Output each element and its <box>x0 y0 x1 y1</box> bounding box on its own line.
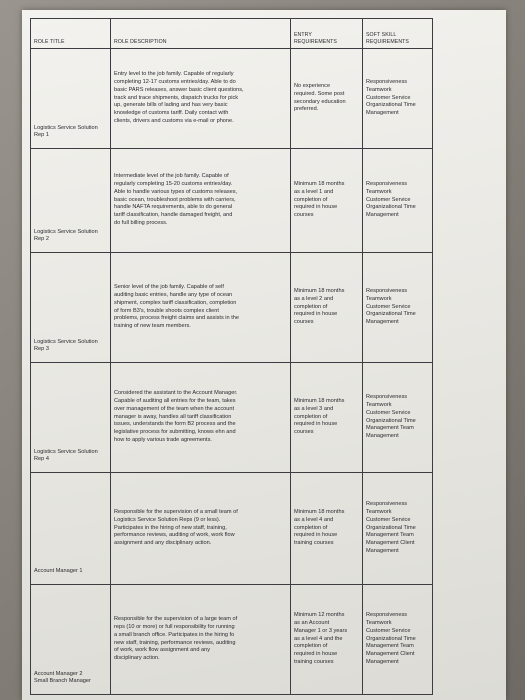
entry-requirements-line: as a level 3 and <box>294 405 334 412</box>
role-description-line: auditing basic entries, handle any type of ocean <box>114 292 233 299</box>
entry-requirements-line: Minimum 18 months <box>294 288 345 295</box>
soft-skills-line: Customer Service <box>366 196 411 203</box>
soft-skills-line: Management <box>366 319 399 326</box>
entry-requirements-line: completion of <box>294 303 328 310</box>
role-title-line: Small Branch Manager <box>34 678 91 685</box>
role-description-line: clients, drivers and customs via e-mail or phone. <box>114 117 234 124</box>
role-description-line: Capable of auditing all entries for the team, takes <box>114 398 236 405</box>
role-description-line: Intermediate level of the job family. Capable of <box>114 173 229 180</box>
header-soft-skill-line: SOFT SKILL <box>366 31 397 38</box>
role-description-line: basic ocean, troubleshoot problems with carriers, <box>114 196 236 203</box>
role-description-line: of work, work flow assignment and any <box>114 647 211 654</box>
entry-requirements-line: completion of <box>294 196 328 203</box>
role-description-cell <box>111 585 291 695</box>
soft-skills-line: Responsiveness <box>366 501 408 508</box>
entry-requirements-line: Minimum 18 months <box>294 509 345 516</box>
role-description-line: Responsible for the supervision of a large team of <box>114 616 238 623</box>
role-title-line: Rep 4 <box>34 456 49 463</box>
soft-skills-line: Responsiveness <box>366 612 408 619</box>
role-title-line: Rep 1 <box>34 132 49 139</box>
entry-requirements-line: as a level 1 and <box>294 188 334 195</box>
soft-skills-line: Responsiveness <box>366 288 408 295</box>
role-description-line: basic PARS releases, answer basic client questions, <box>114 86 244 93</box>
role-title-line: Account Manager 2 <box>34 670 83 677</box>
role-description-line: performance reviews, auditing of work, work flow <box>114 532 235 539</box>
soft-skills-line: Responsiveness <box>366 181 408 188</box>
entry-requirements-line: as a level 4 and <box>294 516 334 523</box>
role-description-line: Participates in the hiring of new staff, training, <box>114 524 227 531</box>
role-description-cell <box>111 253 291 363</box>
role-title-line: Logistics Service Solution <box>34 228 98 235</box>
role-description-cell <box>111 363 291 473</box>
soft-skills-line: Management Team <box>366 425 414 432</box>
entry-requirements-line: Minimum 12 months <box>294 612 345 619</box>
soft-skills-cell <box>363 49 433 149</box>
entry-requirements-line: required in house <box>294 651 338 658</box>
entry-requirements-line: as a level 4 and the <box>294 635 343 642</box>
entry-requirements-cell <box>291 473 363 585</box>
role-description-line: knowledge of customs tariff. Daily contact with <box>114 110 229 117</box>
entry-requirements-line: required. Some post <box>294 90 345 97</box>
role-description-line: legislative process for submitting, knows ehn and <box>114 429 236 436</box>
role-description-line: assignment and any disciplinary action. <box>114 540 212 547</box>
soft-skills-line: Management Client <box>366 540 415 547</box>
role-description-cell <box>111 49 291 149</box>
role-description-cell <box>111 149 291 253</box>
role-description-line: manager is away, handles all tariff classification <box>114 413 232 420</box>
soft-skills-line: Teamwork <box>366 620 392 627</box>
role-description-line: Able to handle various types of customs releases, <box>114 188 238 195</box>
role-description-line: shipment, complex tariff classification, completion <box>114 299 237 306</box>
soft-skills-line: Customer Service <box>366 303 411 310</box>
entry-requirements-line: Minimum 18 months <box>294 181 345 188</box>
entry-requirements-line: secondary education <box>294 98 346 105</box>
soft-skills-line: Teamwork <box>366 509 392 516</box>
role-title-line: Logistics Service Solution <box>34 338 98 345</box>
role-description-line: over management of the team when the account <box>114 405 235 412</box>
role-title-line: Account Manager 1 <box>34 568 83 575</box>
role-description-line: Responsible for the supervision of a small team of <box>114 509 238 516</box>
soft-skills-line: Responsiveness <box>366 394 408 401</box>
role-title-cell <box>31 49 111 149</box>
role-description-line: tariff classification, handle damaged freight, and <box>114 212 233 219</box>
soft-skills-line: Organizational Time <box>366 635 416 642</box>
soft-skills-cell <box>363 585 433 695</box>
header-soft-skill-line: REQUIREMENTS <box>366 38 409 45</box>
soft-skills-line: Responsiveness <box>366 79 408 86</box>
soft-skills-line: Teamwork <box>366 188 392 195</box>
role-title-line: Rep 2 <box>34 236 49 243</box>
soft-skills-cell <box>363 473 433 585</box>
soft-skills-line: Management Team <box>366 643 414 650</box>
soft-skills-line: Management <box>366 547 399 554</box>
role-description-line: of form B3's, trouble shoots complex client <box>114 307 219 314</box>
role-title-cell <box>31 149 111 253</box>
role-description-line: Considered the assistant to the Account Manager. <box>114 390 238 397</box>
table-row <box>31 363 433 473</box>
role-table <box>30 18 433 695</box>
entry-requirements-cell <box>291 363 363 473</box>
entry-requirements-line: courses <box>294 429 314 436</box>
role-description-line: problems, process freight claims and assists in the <box>114 315 239 322</box>
paper-sheet <box>22 10 506 700</box>
header-role-title: ROLE TITLE <box>31 19 111 49</box>
role-title-line: Rep 3 <box>34 346 49 353</box>
entry-requirements-cell <box>291 253 363 363</box>
entry-requirements-line: Manager 1 or 3 years <box>294 627 348 634</box>
role-description-line: Logistics Service Solution Reps (9 or less). <box>114 516 221 523</box>
soft-skills-line: Management <box>366 658 399 665</box>
role-description-line: how to apply various trade agreements. <box>114 436 212 443</box>
entry-requirements-cell <box>291 149 363 253</box>
role-description-line: issues, understands the form B2 process and the <box>114 421 236 428</box>
soft-skills-line: Customer Service <box>366 409 411 416</box>
soft-skills-cell <box>363 363 433 473</box>
entry-requirements-line: courses <box>294 212 314 219</box>
role-title-cell <box>31 585 111 695</box>
soft-skills-cell <box>363 253 433 363</box>
soft-skills-line: Management <box>366 212 399 219</box>
entry-requirements-line: training courses <box>294 658 334 665</box>
entry-requirements-line: required in house <box>294 532 338 539</box>
role-description-line: Senior level of the job family. Capable of self <box>114 284 224 291</box>
entry-requirements-line: as a level 2 and <box>294 295 334 302</box>
header-entry-line: REQUIREMENTS <box>294 38 337 45</box>
role-description-line: disciplinary action. <box>114 654 160 661</box>
role-description-line: new staff, training, performance reviews, auditing <box>114 639 236 646</box>
soft-skills-line: Organizational Time <box>366 417 416 424</box>
soft-skills-line: Management <box>366 110 399 117</box>
table-row <box>31 253 433 363</box>
soft-skills-line: Customer Service <box>366 94 411 101</box>
role-description-line: reps (10 or more) or full responsibility for running <box>114 624 235 631</box>
entry-requirements-line: required in house <box>294 204 338 211</box>
soft-skills-line: Organizational Time <box>366 311 416 318</box>
table-row <box>31 585 433 695</box>
entry-requirements-line: completion of <box>294 524 328 531</box>
role-description-line: regularly completing 15-20 customs entries/day. <box>114 181 233 188</box>
role-description-line: do full billing process. <box>114 219 168 226</box>
soft-skills-line: Teamwork <box>366 295 392 302</box>
entry-requirements-line: training courses <box>294 540 334 547</box>
role-description-line: handle NAFTA requirements, able to do general <box>114 204 233 211</box>
role-description-line: a small branch office. Participates in the hiring fo <box>114 631 235 638</box>
entry-requirements-cell <box>291 49 363 149</box>
soft-skills-line: Management <box>366 432 399 439</box>
role-description-line: training of new team members. <box>114 322 191 329</box>
role-description-line: track and trace shipments, dispatch trucks for pick <box>114 94 239 101</box>
soft-skills-cell <box>363 149 433 253</box>
header-role-description: ROLE DESCRIPTION <box>111 19 291 49</box>
header-entry-line: ENTRY <box>294 31 312 38</box>
role-title-line: Logistics Service Solution <box>34 448 98 455</box>
entry-requirements-line: as an Account <box>294 620 330 627</box>
soft-skills-line: Teamwork <box>366 402 392 409</box>
entry-requirements-line: courses <box>294 319 314 326</box>
table-row <box>31 149 433 253</box>
table-row <box>31 473 433 585</box>
header-row <box>31 19 433 49</box>
soft-skills-line: Customer Service <box>366 516 411 523</box>
role-title-cell <box>31 253 111 363</box>
soft-skills-line: Organizational Time <box>366 102 416 109</box>
soft-skills-line: Management Client <box>366 651 415 658</box>
role-title-cell <box>31 473 111 585</box>
soft-skills-line: Management Team <box>366 532 414 539</box>
role-title-cell <box>31 363 111 473</box>
role-description-line: Entry level to the job family. Capable of regularly <box>114 71 234 78</box>
header-soft-skill-requirements <box>363 19 433 49</box>
entry-requirements-line: preferred. <box>294 106 319 113</box>
soft-skills-line: Organizational Time <box>366 204 416 211</box>
soft-skills-line: Teamwork <box>366 86 392 93</box>
entry-requirements-line: Minimum 18 months <box>294 398 345 405</box>
role-description-cell <box>111 473 291 585</box>
entry-requirements-line: completion of <box>294 413 328 420</box>
entry-requirements-line: No experience <box>294 83 331 90</box>
entry-requirements-line: completion of <box>294 643 328 650</box>
entry-requirements-line: required in house <box>294 421 338 428</box>
soft-skills-line: Customer Service <box>366 627 411 634</box>
soft-skills-line: Organizational Time <box>366 524 416 531</box>
role-description-line: completing 12-17 customs entries/day. Able to do <box>114 79 236 86</box>
role-description-line: up, generate bills of lading and has very basic <box>114 102 228 109</box>
entry-requirements-cell <box>291 585 363 695</box>
entry-requirements-line: required in house <box>294 311 338 318</box>
role-title-line: Logistics Service Solution <box>34 124 98 131</box>
header-entry-requirements <box>291 19 363 49</box>
table-row <box>31 49 433 149</box>
